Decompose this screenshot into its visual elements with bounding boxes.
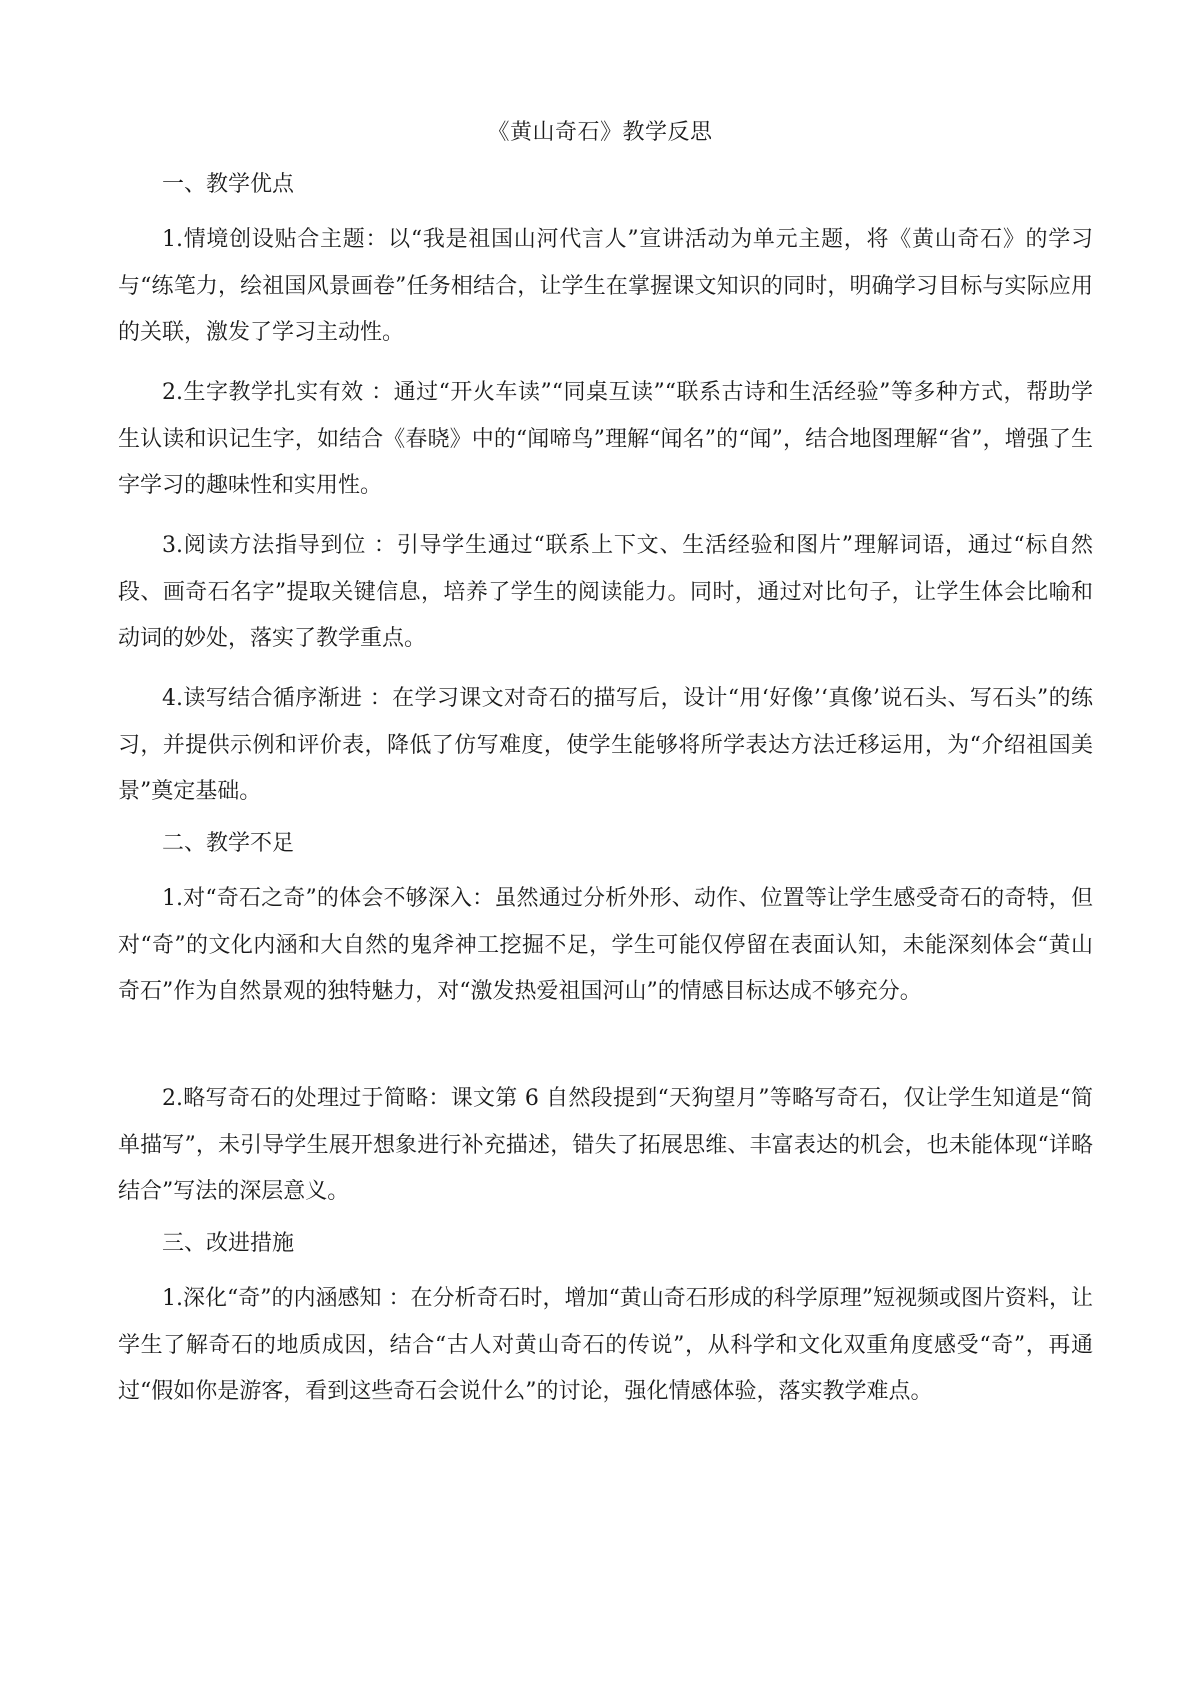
paragraph-improvement-1: 1.深化“奇”的内涵感知 ：在分析奇石时，增加“黄山奇石形成的科学原理”短视频或图片资料，让学生了解奇石的地质成因，结合“古人对黄山奇石的传说”，从科学和文化双重角度感受“奇”，再通过“假如你是游客，看到这些奇石会说什么”的讨论，强化情感体验，落实教学难点。: [118, 1286, 1093, 1404]
section-heading-improvements: 三、改进措施: [162, 1231, 295, 1256]
section-heading-advantages: 一、教学优点: [162, 172, 295, 197]
paragraph-advantage-2: 2.生字教学扎实有效 ：通过“开火车读”“同桌互读”“联系古诗和生活经验”等多种方式，帮助学生认读和识记生字，如结合《春晓》中的“闻啼鸟”理解“闻名”的“闻”，结合地图理解“省”，增强了生字学习的趣味性和实用性。: [118, 380, 1093, 498]
paragraph-shortcoming-1: 1.对“奇石之奇”的体会不够深入：虽然通过分析外形、动作、位置等让学生感受奇石的奇特，但对“奇”的文化内涵和大自然的鬼斧神工挖掘不足，学生可能仅停留在表面认知，未能深刻体会“黄山奇石”作为自然景观的独特魅力，对“激发热爱祖国河山”的情感目标达成不够充分。: [118, 886, 1093, 1004]
paragraph-advantage-3: 3.阅读方法指导到位 ：引导学生通过“联系上下文、生活经验和图片”理解词语，通过“标自然段、画奇石名字”提取关键信息，培养了学生的阅读能力。同时，通过对比句子，让学生体会比喻和动词的妙处，落实了教学重点。: [118, 533, 1093, 651]
paragraph-shortcoming-2: 2.略写奇石的处理过于简略：课文第 6 自然段提到“天狗望月”等略写奇石，仅让学生知道是“简单描写”，未引导学生展开想象进行补充描述，错失了拓展思维、丰富表达的机会，也未能体现“详略结合”写法的深层意义。: [118, 1086, 1093, 1204]
paragraph-advantage-4: 4.读写结合循序渐进 ：在学习课文对奇石的描写后，设计“用‘好像’‘真像’说石头、写石头”的练习，并提供示例和评价表，降低了仿写难度，使学生能够将所学表达方法迁移运用，为“介绍祖国美景”奠定基础。: [118, 686, 1093, 804]
document-title: 《黄山奇石》教学反思: [487, 120, 713, 145]
paragraph-advantage-1: 1.情境创设贴合主题：以“我是祖国山河代言人”宣讲活动为单元主题，将《黄山奇石》的学习与“练笔力，绘祖国风景画卷”任务相结合，让学生在掌握课文知识的同时，明确学习目标与实际应用的关联，激发了学习主动性。: [118, 227, 1093, 345]
section-heading-shortcomings: 二、教学不足: [162, 831, 295, 856]
